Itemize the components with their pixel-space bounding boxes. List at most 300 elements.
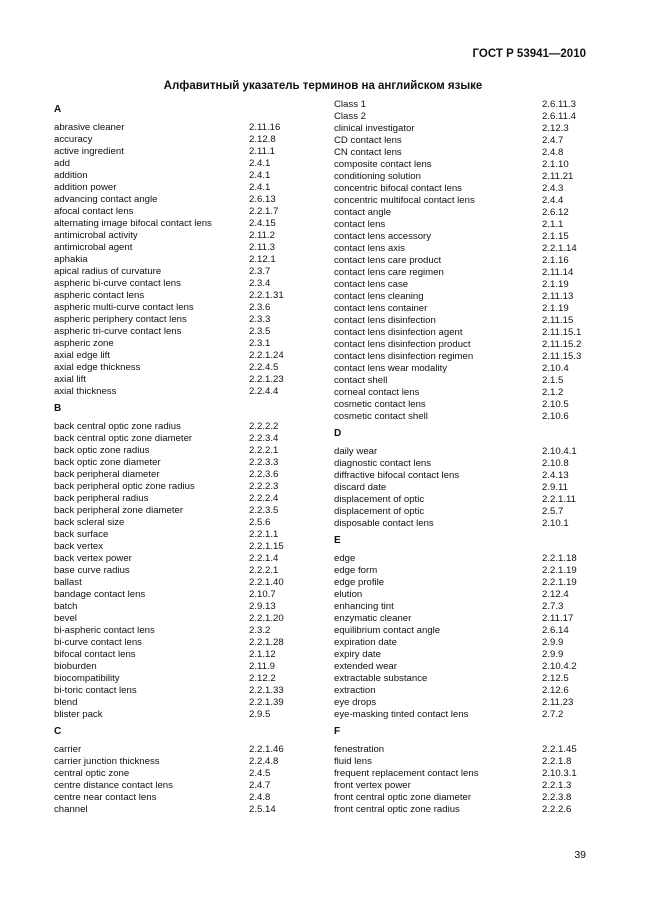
index-entry	[334, 147, 584, 159]
term-number: 2.7.3	[542, 601, 564, 612]
term-text: add	[54, 158, 71, 169]
term-text: cosmetic contact shell	[334, 411, 428, 422]
index-entry	[54, 792, 304, 804]
index-entry	[54, 804, 304, 816]
term-text: Class 1	[334, 99, 366, 110]
term-number: 2.9.9	[542, 649, 564, 660]
term-text: bi-curve contact lens	[54, 637, 142, 648]
term-number: 2.2.1.33	[249, 685, 284, 696]
index-entry	[334, 518, 584, 530]
term-text: CD contact lens	[334, 135, 402, 146]
index-entry	[54, 709, 304, 721]
index-entry	[334, 697, 584, 709]
term-text: back vertex	[54, 541, 104, 552]
term-text: displacement of optic	[334, 494, 425, 505]
term-number: 2.2.1.4	[249, 553, 279, 564]
index-entry	[334, 351, 584, 363]
index-entry	[54, 469, 304, 481]
section-letter: A	[54, 104, 62, 115]
term-number: 2.2.3.3	[249, 457, 279, 468]
term-number: 2.10.5	[542, 399, 569, 410]
term-number: 2.12.8	[249, 134, 276, 145]
term-number: 2.11.16	[249, 122, 281, 133]
term-number: 2.4.1	[249, 170, 271, 181]
term-number: 2.11.15.3	[542, 351, 582, 362]
term-number: 2.2.1.45	[542, 744, 577, 755]
term-text: aspheric tri-curve contact lens	[54, 326, 182, 337]
term-text: contact lens	[334, 219, 386, 230]
term-number: 2.11.2	[249, 230, 275, 241]
term-text: base curve radius	[54, 565, 130, 576]
term-text: central optic zone	[54, 768, 130, 779]
term-text: diffractive bifocal contact lens	[334, 470, 460, 481]
index-entry	[334, 291, 584, 303]
index-entry	[54, 421, 304, 433]
term-number: 2.5.14	[249, 804, 276, 815]
term-text: front central optic zone diameter	[334, 792, 472, 803]
term-number: 2.11.23	[542, 697, 574, 708]
term-text: aphakia	[54, 254, 88, 265]
term-text: apical radius of curvature	[54, 266, 162, 277]
term-text: afocal contact lens	[54, 206, 134, 217]
index-entry	[54, 254, 304, 266]
term-text: back peripheral optic zone radius	[54, 481, 195, 492]
index-entry	[334, 267, 584, 279]
index-entry	[54, 553, 304, 565]
term-number: 2.2.1.24	[249, 350, 284, 361]
index-entry	[54, 278, 304, 290]
term-text: addition	[54, 170, 88, 181]
left-column	[54, 99, 304, 816]
term-text: back optic zone radius	[54, 445, 150, 456]
term-text: displacement of optic	[334, 506, 425, 517]
term-number: 2.10.4.2	[542, 661, 577, 672]
term-text: frequent replacement contact lens	[334, 768, 479, 779]
term-number: 2.10.4.1	[542, 446, 577, 457]
index-entry	[54, 685, 304, 697]
term-number: 2.12.4	[542, 589, 569, 600]
term-number: 2.4.13	[542, 470, 569, 481]
term-text: CN contact lens	[334, 147, 402, 158]
term-text: Class 2	[334, 111, 366, 122]
term-text: abrasive cleaner	[54, 122, 125, 133]
term-number: 2.2.2.6	[542, 804, 572, 815]
index-entry	[54, 697, 304, 709]
term-text: contact lens disinfection product	[334, 339, 471, 350]
term-text: axial edge thickness	[54, 362, 141, 373]
term-number: 2.4.8	[249, 792, 271, 803]
index-entry	[54, 146, 304, 158]
term-number: 2.2.1.28	[249, 637, 284, 648]
term-text: antimicrobal activity	[54, 230, 138, 241]
term-number: 2.1.15	[542, 231, 569, 242]
index-entry	[54, 362, 304, 374]
term-number: 2.3.3	[249, 314, 271, 325]
index-entry	[54, 577, 304, 589]
index-entry	[54, 206, 304, 218]
term-number: 2.2.4.8	[249, 756, 279, 767]
term-text: contact lens disinfection agent	[334, 327, 463, 338]
index-entry	[334, 255, 584, 267]
index-entry	[54, 457, 304, 469]
term-number: 2.4.7	[249, 780, 271, 791]
index-entry	[54, 756, 304, 768]
term-text: back central optic zone radius	[54, 421, 181, 432]
term-number: 2.11.3	[249, 242, 275, 253]
term-number: 2.6.12	[542, 207, 569, 218]
term-text: antimicrobal agent	[54, 242, 133, 253]
term-text: ballast	[54, 577, 82, 588]
term-number: 2.2.2.1	[249, 565, 279, 576]
term-text: contact shell	[334, 375, 388, 386]
term-text: extended wear	[334, 661, 397, 672]
index-entry	[334, 327, 584, 339]
term-number: 2.12.1	[249, 254, 276, 265]
term-text: back vertex power	[54, 553, 132, 564]
term-number: 2.12.5	[542, 673, 569, 684]
term-number: 2.2.1.40	[249, 577, 284, 588]
right-column	[334, 99, 584, 816]
term-text: discard date	[334, 482, 387, 493]
term-text: aspheric contact lens	[54, 290, 145, 301]
term-text: back scleral size	[54, 517, 125, 528]
term-number: 2.11.9	[249, 661, 275, 672]
term-text: aspheric bi-curve contact lens	[54, 278, 181, 289]
index-entry	[54, 242, 304, 254]
term-number: 2.2.1.39	[249, 697, 284, 708]
index-entry	[54, 744, 304, 756]
index-entry	[54, 302, 304, 314]
term-number: 2.1.19	[542, 303, 569, 314]
term-number: 2.11.15	[542, 315, 574, 326]
term-text: contact lens container	[334, 303, 428, 314]
term-text: edge form	[334, 565, 378, 576]
term-text: front central optic zone radius	[334, 804, 460, 815]
term-number: 2.2.1.14	[542, 243, 577, 254]
term-number: 2.3.2	[249, 625, 271, 636]
index-entry	[334, 243, 584, 255]
term-text: fluid lens	[334, 756, 372, 767]
term-text: expiration date	[334, 637, 397, 648]
term-text: bi-aspheric contact lens	[54, 625, 155, 636]
term-text: contact lens case	[334, 279, 409, 290]
term-number: 2.1.16	[542, 255, 569, 266]
index-entry	[334, 279, 584, 291]
term-text: blister pack	[54, 709, 103, 720]
term-text: contact lens axis	[334, 243, 405, 254]
index-entry	[334, 123, 584, 135]
term-text: carrier junction thickness	[54, 756, 160, 767]
term-number: 2.2.2.1	[249, 445, 279, 456]
index-entry	[54, 182, 304, 194]
term-number: 2.3.6	[249, 302, 271, 313]
index-entry	[54, 493, 304, 505]
term-number: 2.7.2	[542, 709, 564, 720]
term-number: 2.2.2.4	[249, 493, 279, 504]
term-text: aspheric multi-curve contact lens	[54, 302, 194, 313]
term-number: 2.2.2.3	[249, 481, 279, 492]
index-entry	[334, 744, 584, 756]
term-text: channel	[54, 804, 88, 815]
index-entry	[54, 780, 304, 792]
term-text: axial lift	[54, 374, 86, 385]
term-text: equilibrium contact angle	[334, 625, 441, 636]
term-number: 2.10.3.1	[542, 768, 577, 779]
index-entry	[334, 99, 584, 111]
term-number: 2.5.6	[249, 517, 271, 528]
index-entry	[54, 326, 304, 338]
section-letter: E	[334, 535, 341, 546]
term-text: enzymatic cleaner	[334, 613, 412, 624]
index-entry	[334, 470, 584, 482]
term-number: 2.5.7	[542, 506, 564, 517]
index-entry	[54, 445, 304, 457]
index-entry	[54, 266, 304, 278]
term-number: 2.4.4	[542, 195, 564, 206]
term-text: bifocal contact lens	[54, 649, 136, 660]
index-entry	[54, 649, 304, 661]
term-text: elution	[334, 589, 363, 600]
term-text: eye-masking tinted contact lens	[334, 709, 469, 720]
index-entry	[334, 219, 584, 231]
index-entry	[54, 433, 304, 445]
index-entry	[54, 768, 304, 780]
term-number: 2.2.1.7	[249, 206, 279, 217]
index-entry	[334, 506, 584, 518]
index-entry	[334, 804, 584, 816]
term-text: diagnostic contact lens	[334, 458, 432, 469]
term-text: extractable substance	[334, 673, 428, 684]
index-entry	[54, 541, 304, 553]
index-entry	[334, 207, 584, 219]
term-text: daily wear	[334, 446, 378, 457]
index-entry	[334, 339, 584, 351]
term-number: 2.2.2.2	[249, 421, 279, 432]
term-text: biocompatibility	[54, 673, 120, 684]
term-number: 2.4.1	[249, 158, 271, 169]
term-number: 2.2.1.19	[542, 577, 577, 588]
term-text: axial edge lift	[54, 350, 110, 361]
term-text: bioburden	[54, 661, 97, 672]
term-number: 2.11.1	[249, 146, 275, 157]
term-number: 2.2.3.5	[249, 505, 279, 516]
term-text: back central optic zone diameter	[54, 433, 193, 444]
index-entry	[54, 230, 304, 242]
term-number: 2.1.10	[542, 159, 569, 170]
index-entry	[334, 768, 584, 780]
term-number: 2.4.8	[542, 147, 564, 158]
term-number: 2.3.7	[249, 266, 271, 277]
term-number: 2.10.6	[542, 411, 569, 422]
term-number: 2.2.1.23	[249, 374, 284, 385]
term-number: 2.2.1.1	[249, 529, 279, 540]
term-number: 2.10.1	[542, 518, 569, 529]
index-entry	[334, 315, 584, 327]
term-number: 2.9.13	[249, 601, 276, 612]
term-text: corneal contact lens	[334, 387, 420, 398]
index-entry	[334, 589, 584, 601]
term-number: 2.2.1.15	[249, 541, 284, 552]
term-number: 2.9.5	[249, 709, 271, 720]
index-entry	[54, 589, 304, 601]
section-letter: D	[334, 428, 342, 439]
term-text: extraction	[334, 685, 376, 696]
term-text: edge profile	[334, 577, 385, 588]
term-number: 2.10.7	[249, 589, 276, 600]
index-entry	[334, 446, 584, 458]
term-number: 2.2.1.19	[542, 565, 577, 576]
term-number: 2.3.4	[249, 278, 271, 289]
term-text: back peripheral zone diameter	[54, 505, 184, 516]
standard-designation: ГОСТ Р 53941—2010	[472, 48, 586, 60]
term-text: alternating image bifocal contact lens	[54, 218, 212, 229]
term-text: clinical investigator	[334, 123, 415, 134]
term-number: 2.3.5	[249, 326, 271, 337]
index-entry	[54, 481, 304, 493]
term-text: batch	[54, 601, 78, 612]
term-number: 2.4.15	[249, 218, 276, 229]
index-entry	[334, 399, 584, 411]
term-number: 2.12.6	[542, 685, 569, 696]
index-entry	[334, 482, 584, 494]
term-text: enhancing tint	[334, 601, 394, 612]
term-text: concentric multifocal contact lens	[334, 195, 475, 206]
index-entry	[334, 565, 584, 577]
term-text: carrier	[54, 744, 82, 755]
index-entry	[54, 637, 304, 649]
term-text: active ingredient	[54, 146, 124, 157]
index-entry	[334, 613, 584, 625]
term-text: axial thickness	[54, 386, 117, 397]
index-entry	[334, 458, 584, 470]
term-number: 2.4.5	[249, 768, 271, 779]
index-entry	[334, 709, 584, 721]
term-text: blend	[54, 697, 78, 708]
term-number: 2.2.3.4	[249, 433, 279, 444]
index-entry	[54, 194, 304, 206]
index-entry	[334, 685, 584, 697]
term-number: 2.4.3	[542, 183, 564, 194]
term-text: back optic zone diameter	[54, 457, 161, 468]
index-entry	[54, 134, 304, 146]
term-text: back surface	[54, 529, 109, 540]
term-text: contact lens disinfection regimen	[334, 351, 474, 362]
index-entry	[54, 314, 304, 326]
index-entry	[54, 218, 304, 230]
index-entry	[334, 375, 584, 387]
term-number: 2.3.1	[249, 338, 271, 349]
index-entry	[334, 780, 584, 792]
term-text: accuracy	[54, 134, 93, 145]
index-entry	[334, 756, 584, 768]
term-number: 2.11.13	[542, 291, 574, 302]
index-entry	[54, 529, 304, 541]
index-entry	[54, 122, 304, 134]
index-entry	[334, 625, 584, 637]
index-entry	[334, 135, 584, 147]
term-number: 2.11.15.1	[542, 327, 582, 338]
index-entry	[334, 303, 584, 315]
index-entry	[54, 565, 304, 577]
term-number: 2.1.12	[249, 649, 276, 660]
page-title: Алфавитный указатель терминов на английском языке	[163, 80, 483, 92]
term-text: centre near contact lens	[54, 792, 157, 803]
page-number: 39	[574, 849, 586, 861]
index-entry	[334, 363, 584, 375]
term-text: fenestration	[334, 744, 385, 755]
term-number: 2.11.14	[542, 267, 574, 278]
term-number: 2.2.1.18	[542, 553, 577, 564]
index-entry	[334, 637, 584, 649]
term-text: contact lens care regimen	[334, 267, 444, 278]
term-text: back peripheral diameter	[54, 469, 160, 480]
index-entry	[54, 350, 304, 362]
term-text: contact lens cleaning	[334, 291, 424, 302]
term-number: 2.10.4	[542, 363, 569, 374]
index-entry	[54, 673, 304, 685]
term-number: 2.1.2	[542, 387, 564, 398]
term-number: 2.2.1.31	[249, 290, 284, 301]
term-text: composite contact lens	[334, 159, 432, 170]
term-number: 2.1.19	[542, 279, 569, 290]
term-number: 2.11.21	[542, 171, 574, 182]
index-entry	[334, 649, 584, 661]
index-entry	[334, 792, 584, 804]
index-entry	[54, 386, 304, 398]
term-text: contact angle	[334, 207, 392, 218]
term-text: bi-toric contact lens	[54, 685, 137, 696]
term-text: centre distance contact lens	[54, 780, 173, 791]
term-number: 2.6.13	[249, 194, 276, 205]
term-number: 2.2.3.8	[542, 792, 572, 803]
term-text: disposable contact lens	[334, 518, 434, 529]
index-entry	[54, 338, 304, 350]
term-number: 2.4.7	[542, 135, 564, 146]
term-number: 2.6.11.4	[542, 111, 576, 122]
term-number: 2.11.15.2	[542, 339, 582, 350]
term-text: conditioning solution	[334, 171, 421, 182]
section-letter: F	[334, 726, 341, 737]
term-number: 2.1.5	[542, 375, 564, 386]
term-number: 2.1.1	[542, 219, 564, 230]
term-text: contact lens care product	[334, 255, 442, 266]
term-text: bevel	[54, 613, 77, 624]
section-letter: C	[54, 726, 62, 737]
index-entry	[334, 387, 584, 399]
term-number: 2.2.1.20	[249, 613, 284, 624]
term-text: bandage contact lens	[54, 589, 146, 600]
index-entry	[334, 111, 584, 123]
term-number: 2.2.1.46	[249, 744, 284, 755]
term-text: addition power	[54, 182, 117, 193]
term-number: 2.11.17	[542, 613, 574, 624]
term-number: 2.2.4.4	[249, 386, 279, 397]
index-entry	[54, 625, 304, 637]
term-text: edge	[334, 553, 356, 564]
term-number: 2.2.3.6	[249, 469, 279, 480]
index-entry	[334, 171, 584, 183]
index-entry	[334, 577, 584, 589]
index-entry	[334, 231, 584, 243]
term-text: expiry date	[334, 649, 381, 660]
term-text: contact lens wear modality	[334, 363, 448, 374]
index-entry	[334, 673, 584, 685]
index-entry	[54, 601, 304, 613]
term-text: cosmetic contact lens	[334, 399, 426, 410]
term-number: 2.9.11	[542, 482, 568, 493]
index-entry	[334, 195, 584, 207]
term-text: contact lens disinfection	[334, 315, 436, 326]
